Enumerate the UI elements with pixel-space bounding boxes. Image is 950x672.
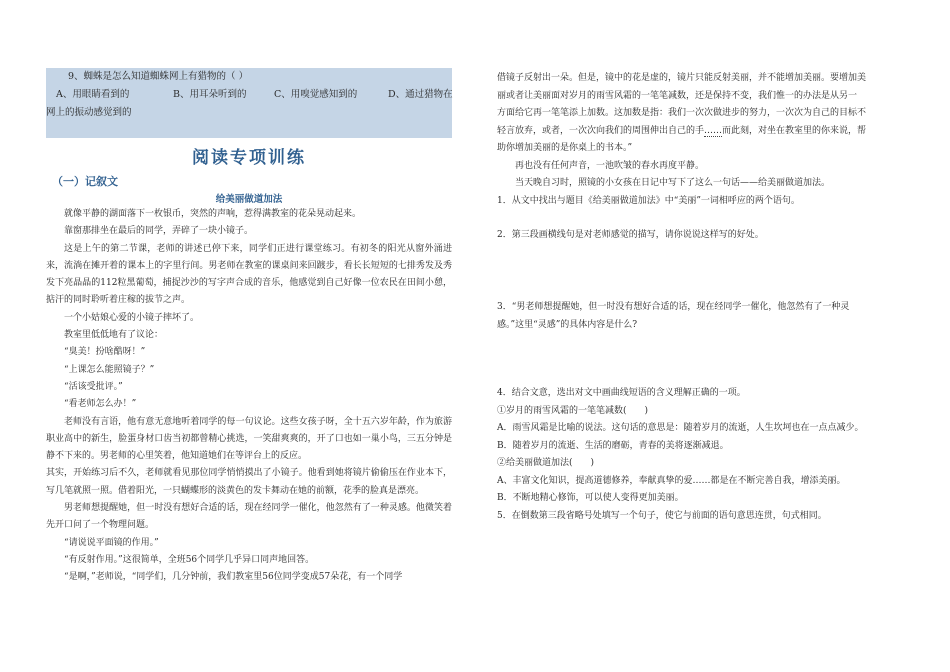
question-9-stem: 9、蜘蛛是怎么知道蜘蛛网上有猎物的（ ） [68,71,249,82]
article-paragraph: 男老师想提醒她，但一时没有想好合适的话，现在经同学一催化，他忽然有了一种灵感。他微笑着先开口问了一个物理问题。 [46,503,452,531]
article-paragraph: 老师没有言语，他有意无意地听着同学的每一句议论。这些女孩子呀，全十五六岁年龄，作为旅游职业高中的新生，脸蛋身材口齿当初都曾精心挑选，一笑甜爽爽的，开了口也如一巢小鸟，三五分钟是静不下来的。男老师的心里笑着，他知道她们在等评台上的反应。 [46,416,452,462]
article-paragraph: “臭美！扮啥酷呀！” [64,347,146,358]
article-paragraph: 靠窗那排坐在最后的同学，弄碎了一块小镜子。 [64,226,254,237]
continuation-text: 轻言放弃，或者，一次次向我们的周围伸出自己的手 [497,125,705,136]
question-4-5-block [497,385,910,525]
question-9-option-c: C、用嗅觉感知到的 [274,89,358,100]
question-1: 1．从文中找出与题目《给美丽做道加法》中“美丽”一词相呼应的两个语句。 [497,195,800,206]
article-paragraph: 教室里低低地有了议论： [64,330,164,341]
article-paragraph: 当天晚自习时，照镜的小女孩在日记中写下了这么一句话——给美丽做道加法。 [515,178,831,188]
continuation-line: 丽或者让美丽面对岁月的雨雪风霜的一笔笔减数，还是保持不变，我们惟一的办法是从另一 [497,90,858,101]
question-5: 5．在倒数第三段省略号处填写一个句子，使它与前面的语句意思连贯，句式相同。 [497,510,827,521]
article-paragraph: 再也没有任何声音，一池吹皱的春水再度平静。 [515,160,705,171]
article-body [46,206,452,587]
section-title: （一）记叙文 [52,175,118,188]
continuation-line: 借镜子反射出一朵。但是，镜中的花是虚的，镜片只能反射美丽，并不能增加美丽。要增加美 [497,73,867,83]
question-3-block [497,299,910,334]
ellipsis-blank: …… [704,125,723,136]
question-9-box [46,68,452,138]
continuation-text: 而此刻，对坐在教室里的你来说，帮 [722,125,867,136]
article-paragraph: 一个小姑娘心爱的小镜子摔坏了。 [64,312,200,323]
article-paragraph: 这是上午的第二节课，老师的讲述已停下来，同学们正进行课堂练习。有初冬的阳光从窗外涌进来，流淌在摊开着的课本上的字里行间。男老师在教室的课桌间来回踱步，看长长短短的七排秀发及秀发下亮晶晶的112粒黑葡萄，捕捉沙沙的写字声合成的音乐，他感觉到自己好像一位农民在田间小憩，掂汗的同时聆听着庄稼的拔节之声。 [46,243,452,306]
article-paragraph: “上课怎么能照镜子？” [64,364,155,375]
question-9-option-d: D、通过猎物在 [388,89,453,100]
question-9-continuation: 网上的振动感觉到的 [46,107,132,118]
question-4-sub-1: ①岁月的雨雪风霜的一笔笔减数( ) [497,405,649,416]
question-3-line: 3．“男老师想提醒她，但一时没有想好合适的话，现在经同学一催化，他忽然有了一种灵 [497,302,850,312]
article-paragraph: “请说说平面镜的作用。” [64,537,159,548]
article-continuation [497,70,910,210]
question-4: 4．结合文意，选出对文中画曲线短语的含义理解正确的一项。 [497,388,746,398]
question-9-option-b: B、用耳朵听到的 [173,89,247,100]
question-9-option-a: A、用眼睛看到的 [56,89,130,100]
question-4-sub-2-option-a: A、丰富文化知识，提高道德修养，奉献真挚的爱……都是在不断完善自我，增添美丽。 [497,475,846,486]
question-2: 2．第三段画横线句是对老师感觉的描写，请你说说这样写的好处。 [497,230,764,240]
question-4-sub-1-option-b: B．随着岁月的流逝、生活的磨砺，青春的美将逐渐减退。 [497,440,729,451]
continuation-line: 助你增加美丽的是你桌上的书本。” [497,143,633,153]
article-paragraph: “有反射作用。”这很简单，全班56个同学几乎异口同声地回答。 [64,554,315,565]
continuation-line [497,123,910,141]
article-title: 给美丽做道加法 [215,194,283,205]
page-heading: 阅读专项训练 [192,148,306,168]
question-4-sub-2: ②给美丽做道加法( ) [497,458,595,468]
continuation-line: 方面给它再一笔笔添上加数。这加数是指：我们一次次做进步的努力，一次次为自己的目标不 [497,108,867,118]
question-2-block [497,227,910,245]
article-paragraph: 就像平静的湖面落下一枚银币，突然的声响，惹得满教室的花朵晃动起来。 [64,209,362,219]
article-paragraph: “是啊，”老师说，“同学们，几分钟前，我们教室里56位同学变成57朵花，有一个同学 [64,572,403,583]
article-paragraph: 其实，开始练习后不久，老师就看见那位同学悄悄摸出了小镜子。他看到她将镜片偷偷压在作业本下，写几笔就照一照。借着阳光，一只蝴蝶形的淡黄色的发卡舞动在她的前额，花季的脸真是漂亮。 [46,468,452,496]
article-paragraph: “看老师怎么办！” [64,399,137,410]
question-3-line: 感。”这里“灵感”的具体内容是什么? [497,319,638,330]
question-4-sub-2-option-b: B．不断地精心修饰，可以使人变得更加美丽。 [497,493,684,503]
question-4-sub-1-option-a: A．雨雪风霜是比喻的说法。这句话的意思是：随着岁月的流逝，人生坎坷也在一点点减少。 [497,423,864,433]
article-paragraph: “活该受批评。” [64,381,123,392]
